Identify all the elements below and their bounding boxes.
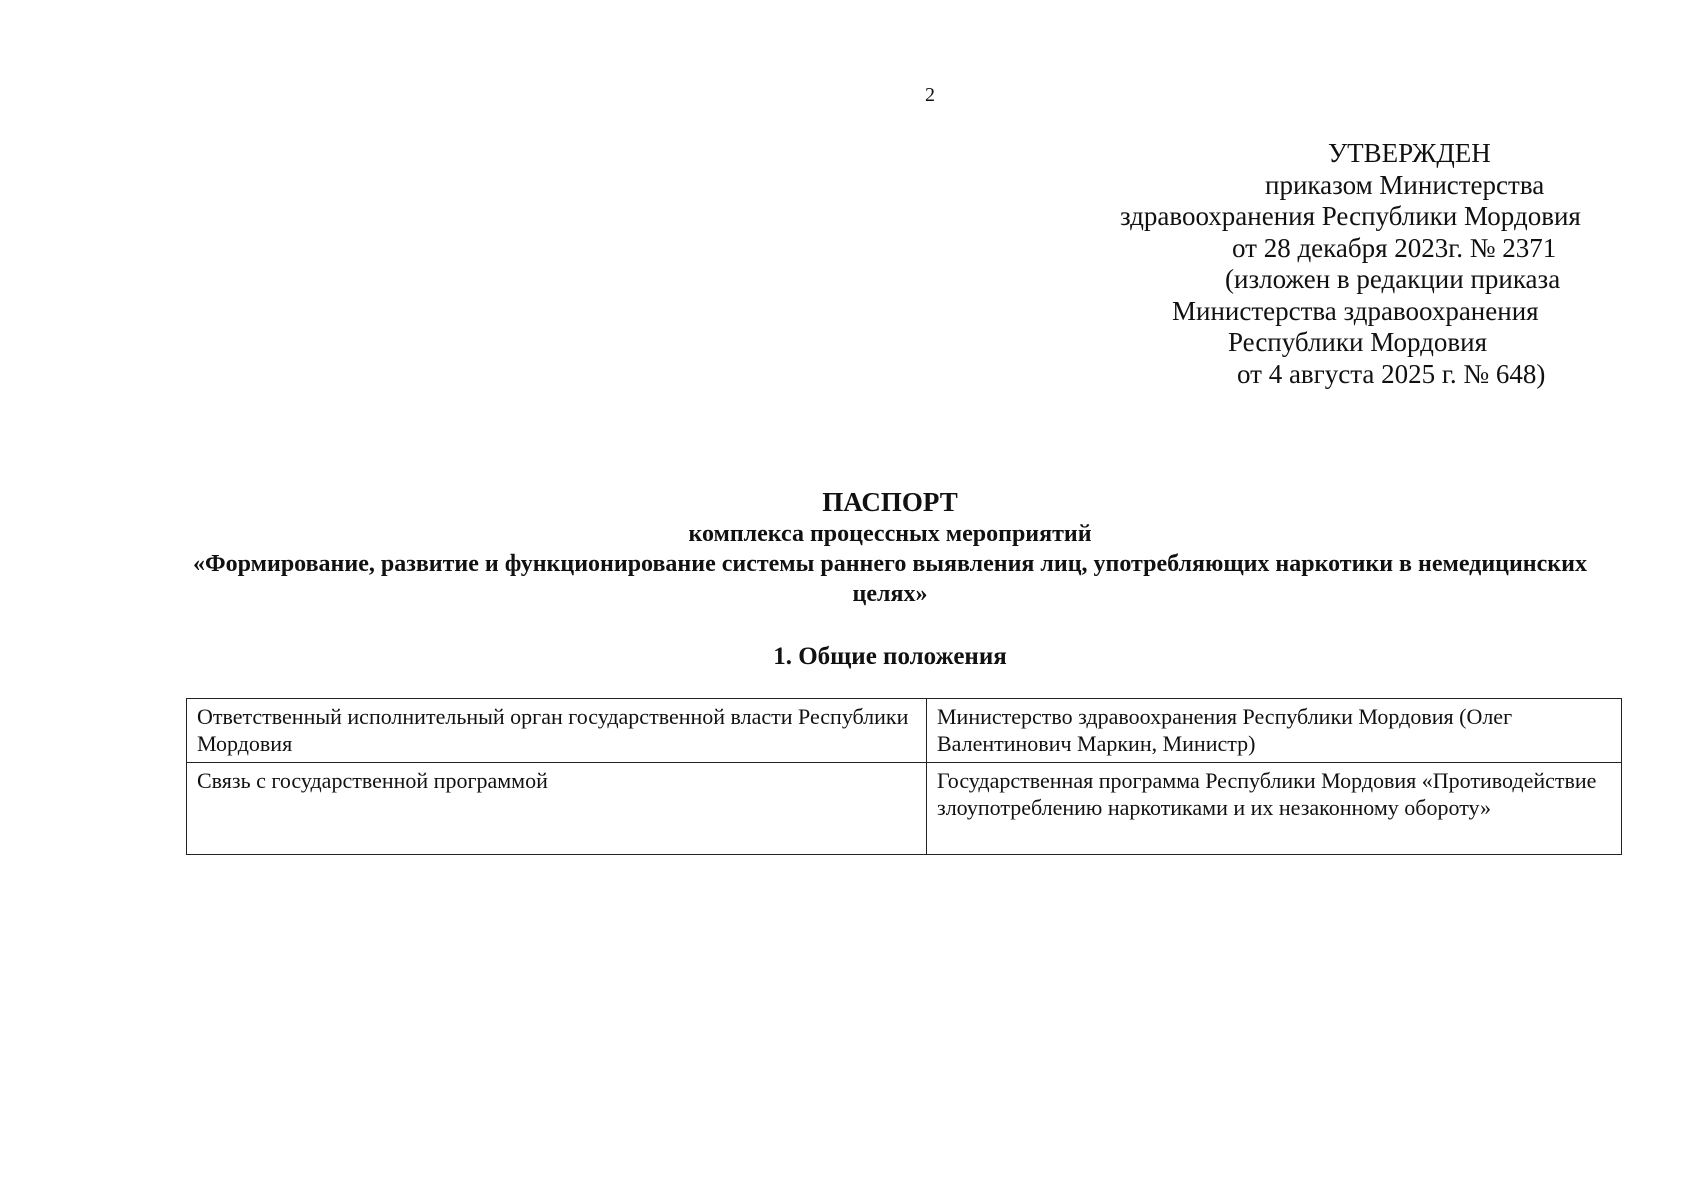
approval-line-ministry-amended: Министерства здравоохранения xyxy=(1172,295,1539,326)
approval-line-ministry: здравоохранения Республики Мордовия xyxy=(1120,201,1581,231)
passport-name: «Формирование, развитие и функционирование системы раннего выявления лиц, употребляющих наркотики в немедицинских целях» xyxy=(193,551,1587,607)
approval-line-amended-date: от 4 августа 2025 г. № 648) xyxy=(1237,358,1546,389)
table-row xyxy=(187,763,1622,855)
passport-title: ПАСПОРТ xyxy=(822,487,958,517)
table-cell-value: Государственная программа Республики Мордовия «Противодействие злоупотреблению наркотиками и их незаконному обороту» xyxy=(927,763,1622,855)
approval-line-approved: УТВЕРЖДЕН xyxy=(1328,138,1491,168)
section-title: 1. Общие положения xyxy=(773,643,1007,670)
page-number: 2 xyxy=(925,84,935,106)
approval-line-order: приказом Министерства xyxy=(1265,169,1545,200)
general-provisions-table xyxy=(186,698,1622,855)
table-cell-label: Ответственный исполнительный орган государственной власти Республики Мордовия xyxy=(187,699,927,763)
table-cell-label: Связь с государственной программой xyxy=(187,763,927,855)
approval-line-republic: Республики Мордовия xyxy=(1228,327,1488,357)
approval-line-date: от 28 декабря 2023г. № 2371 xyxy=(1232,232,1557,263)
passport-header xyxy=(170,485,1610,609)
table-cell-value: Министерство здравоохранения Республики Мордовия (Олег Валентинович Маркин, Министр) xyxy=(927,699,1622,763)
approval-line-amended: (изложен в редакции приказа xyxy=(1225,264,1561,294)
table-row xyxy=(187,699,1622,763)
passport-subtitle: комплекса процессных мероприятий xyxy=(688,521,1092,547)
approval-stamp xyxy=(1120,138,1630,390)
